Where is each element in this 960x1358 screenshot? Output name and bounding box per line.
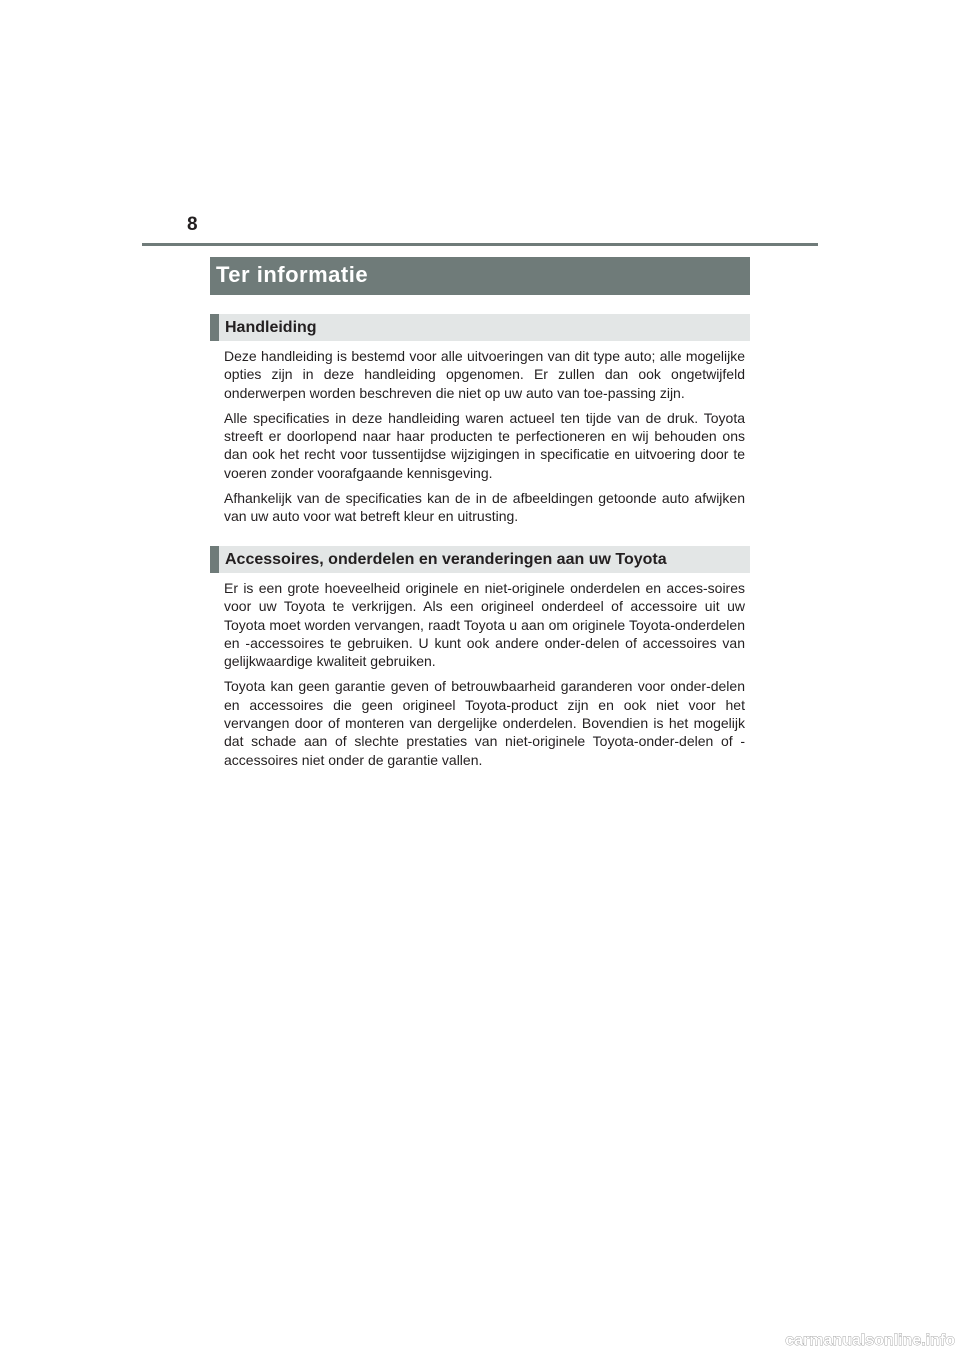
section-header-handleiding bbox=[210, 314, 750, 341]
section-title: Accessoires, onderdelen en veranderingen aan uw Toyota bbox=[225, 551, 667, 568]
paragraph: Alle specificaties in deze handleiding waren actueel ten tijde van de druk. Toyota streeft er doorlopend naar haar producten te perfectioneren en wij behouden ons dan ook het recht voor tussentijdse wijzigingen in specificatie en uitvoering door te voeren zonder voorafgaande kennisgeving. bbox=[224, 409, 745, 481]
section-body-handleiding bbox=[224, 347, 745, 533]
paragraph: Afhankelijk van de specificaties kan de in de afbeeldingen getoonde auto afwijken van uw auto voor wat betreft kleur en uitrusting. bbox=[224, 490, 745, 525]
watermark bbox=[785, 1323, 956, 1353]
chapter-header bbox=[210, 257, 750, 295]
watermark-text: carmanualsonline.info bbox=[785, 1332, 955, 1349]
page-number: 8 bbox=[187, 214, 198, 235]
section-header-accessoires bbox=[210, 546, 750, 573]
paragraph: Toyota kan geen garantie geven of betrouwbaarheid garanderen voor onder-delen en accessoires die geen origineel Toyota-product zijn en ook niet voor het vervangen door of monteren van dergelijke onderdelen. Bovendien is het mogelijk dat schade aan of slechte prestaties van niet-originele Toyota-onder-delen of -accessoires niet onder de garantie vallen. bbox=[224, 678, 745, 768]
paragraph: Er is een grote hoeveelheid originele en niet-originele onderdelen en acces-soires voor uw Toyota te verkrijgen. Als een origineel onderdeel of accessoire uit uw Toyota moet worden vervangen, raadt Toyota u aan om originele Toyota-onderdelen en -accessoires te gebruiken. U kunt ook andere onder-delen of accessoires van gelijkwaardige kwaliteit gebruiken. bbox=[224, 580, 745, 670]
chapter-title: Ter informatie bbox=[216, 262, 369, 287]
paragraph: Deze handleiding is bestemd voor alle uitvoeringen van dit type auto; alle mogelijke opties zijn in deze handleiding opgenomen. Er zullen dan ook ongetwijfeld onderwerpen worden beschreven die niet op uw auto van toe-passing zijn. bbox=[224, 348, 745, 401]
section-title: Handleiding bbox=[225, 319, 317, 336]
top-rule bbox=[142, 243, 818, 246]
section-body-accessoires bbox=[224, 579, 745, 776]
